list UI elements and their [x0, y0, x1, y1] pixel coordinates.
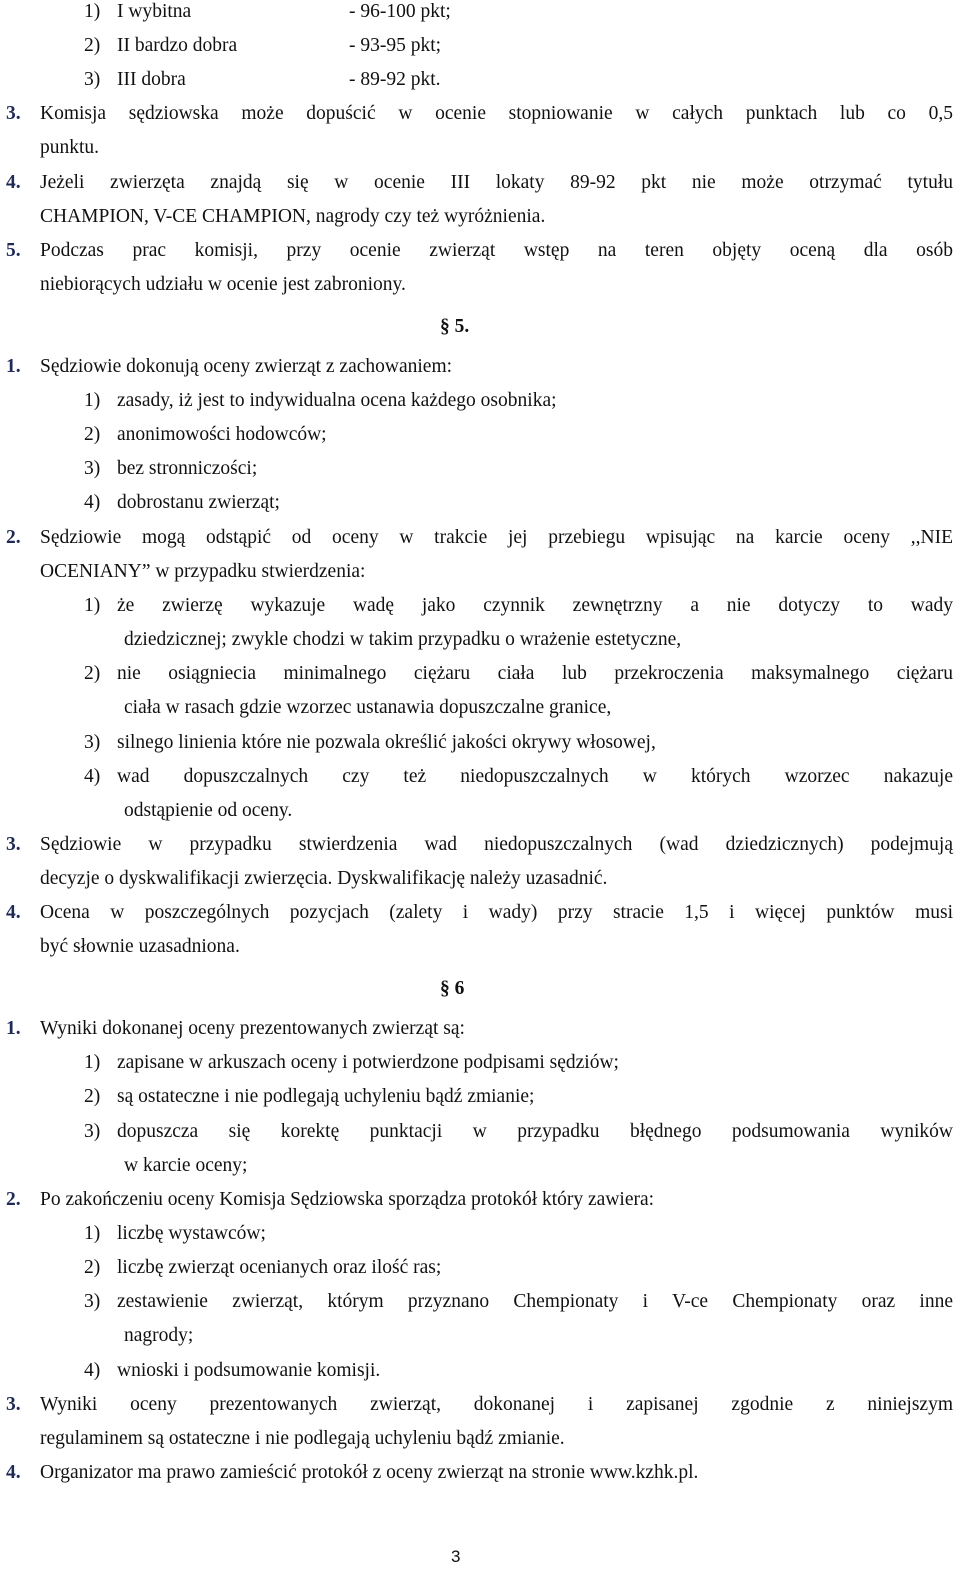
list-item-num: 2) — [84, 1086, 101, 1107]
paragraph-text: niebiorących udziału w ocenie jest zabroniony. — [40, 274, 406, 295]
section-heading: § 6 — [440, 978, 465, 999]
list-item-text: zapisane w arkuszach oceny i potwierdzone podpisami sędziów; — [117, 1052, 619, 1073]
paragraph-text: Sędziowie mogą odstąpić od oceny w trakcie jej przebiegu wpisując na karcie oceny ,,NIE — [40, 527, 953, 548]
list-item-text: dopuszcza się korektę punktacji w przypadku błędnego podsumowania wyników — [117, 1121, 953, 1142]
list-item-text: ciała w rasach gdzie wzorzec ustanawia dopuszczalne granice, — [124, 697, 612, 718]
list-item-text: silnego linienia które nie pozwala określić jakości okrywy włosowej, — [117, 732, 656, 753]
paragraph-text: być słownie uzasadniona. — [40, 936, 240, 957]
list-item-text: dobrostanu zwierząt; — [117, 492, 280, 513]
list-item-text: odstąpienie od oceny. — [124, 800, 293, 821]
paragraph-text: Ocena w poszczególnych pozycjach (zalety i wady) przy stracie 1,5 i więcej punktów musi — [40, 902, 953, 923]
list-item-text: wad dopuszczalnych czy też niedopuszczalnych w których wzorzec nakazuje — [117, 766, 953, 787]
section-heading: § 5. — [440, 316, 470, 337]
paragraph-text: regulaminem są ostateczne i nie podlegają uchyleniu bądź zmianie. — [40, 1428, 565, 1449]
list-item-num: 2) — [84, 663, 101, 684]
list-item-text: bez stronniczości; — [117, 458, 258, 479]
list-item-text: zasady, iż jest to indywidualna ocena każdego osobnika; — [117, 390, 557, 411]
grade-2-num: 2) — [84, 35, 101, 56]
grade-2-range: - 93-95 pkt; — [349, 35, 442, 56]
list-item-num: 3) — [84, 458, 101, 479]
list-item-num: 2) — [84, 1257, 101, 1278]
list-item-num: 3) — [84, 1121, 101, 1142]
list-item-text: nie osiągniecia minimalnego ciężaru ciała lub przekroczenia maksymalnego ciężaru — [117, 663, 953, 684]
list-item-num: 3) — [84, 1291, 101, 1312]
list-item-num: 1) — [84, 390, 101, 411]
paragraph-text: Wyniki dokonanej oceny prezentowanych zwierząt są: — [40, 1018, 465, 1039]
paragraph-text: Sędziowie dokonują oceny zwierząt z zachowaniem: — [40, 356, 453, 377]
list-item-text: anonimowości hodowców; — [117, 424, 327, 445]
list-item-num: 4) — [84, 492, 101, 513]
list-item-num: 1) — [84, 1223, 101, 1244]
list-item-num: 1) — [84, 595, 101, 616]
list-item-text: dziedzicznej; zwykle chodzi w takim przypadku o wrażenie estetyczne, — [124, 629, 682, 650]
paragraph-text: Sędziowie w przypadku stwierdzenia wad niedopuszczalnych (wad dziedzicznych) podejmują — [40, 834, 953, 855]
list-item-text: zestawienie zwierząt, którym przyznano Chempionaty i V-ce Chempionaty oraz inne — [117, 1291, 953, 1312]
paragraph-text: punktu. — [40, 137, 100, 158]
paragraph-text: Jeżeli zwierzęta znajdą się w ocenie III lokaty 89-92 pkt nie może otrzymać tytułu — [40, 172, 953, 193]
paragraph-text: decyzje o dyskwalifikacji zwierzęcia. Dyskwalifikację należy uzasadnić. — [40, 868, 608, 889]
paragraph-number: 2. — [6, 527, 21, 548]
paragraph-text: Wyniki oceny prezentowanych zwierząt, dokonanej i zapisanej zgodnie z niniejszym — [40, 1394, 953, 1415]
list-item-text: nagrody; — [124, 1325, 194, 1346]
grade-3-name: III dobra — [117, 69, 186, 90]
paragraph-number: 3. — [6, 834, 21, 855]
list-item-num: 1) — [84, 1052, 101, 1073]
paragraph-number: 5. — [6, 240, 21, 261]
list-item-text: są ostateczne i nie podlegają uchyleniu bądź zmianie; — [117, 1086, 535, 1107]
paragraph-number: 4. — [6, 1462, 21, 1483]
grade-1-num: 1) — [84, 1, 101, 22]
paragraph-number: 4. — [6, 902, 21, 923]
paragraph-text: Po zakończeniu oceny Komisja Sędziowska sporządza protokół który zawiera: — [40, 1189, 655, 1210]
paragraph-text: Organizator ma prawo zamieścić protokół z oceny zwierząt na stronie www.kzhk.pl. — [40, 1462, 699, 1483]
paragraph-number: 2. — [6, 1189, 21, 1210]
list-item-text: wnioski i podsumowanie komisji. — [117, 1360, 381, 1381]
list-item-text: że zwierzę wykazuje wadę jako czynnik zewnętrzny a nie dotyczy to wady — [117, 595, 953, 616]
list-item-num: 2) — [84, 424, 101, 445]
paragraph-text: OCENIANY” w przypadku stwierdzenia: — [40, 561, 366, 582]
paragraph-text: CHAMPION, V-CE CHAMPION, nagrody czy też wyróżnienia. — [40, 206, 546, 227]
grade-2-name: II bardzo dobra — [117, 35, 238, 56]
list-item-num: 4) — [84, 1360, 101, 1381]
paragraph-text: Komisja sędziowska może dopuścić w ocenie stopniowanie w całych punktach lub co 0,5 — [40, 103, 953, 124]
page-number: 3 — [451, 1547, 461, 1566]
grade-1-name: I wybitna — [117, 1, 192, 22]
list-item-text: liczbę zwierząt ocenianych oraz ilość ras; — [117, 1257, 442, 1278]
list-item-num: 4) — [84, 766, 101, 787]
paragraph-number: 1. — [6, 1018, 21, 1039]
grade-3-num: 3) — [84, 69, 101, 90]
paragraph-number: 3. — [6, 1394, 21, 1415]
paragraph-text: Podczas prac komisji, przy ocenie zwierząt wstęp na teren objęty oceną dla osób — [40, 240, 953, 261]
paragraph-number: 4. — [6, 172, 21, 193]
paragraph-number: 3. — [6, 103, 21, 124]
list-item-text: w karcie oceny; — [124, 1155, 248, 1176]
list-item-num: 3) — [84, 732, 101, 753]
paragraph-number: 1. — [6, 356, 21, 377]
grade-1-range: - 96-100 pkt; — [349, 1, 451, 22]
list-item-text: liczbę wystawców; — [117, 1223, 266, 1244]
grade-3-range: - 89-92 pkt. — [349, 69, 441, 90]
